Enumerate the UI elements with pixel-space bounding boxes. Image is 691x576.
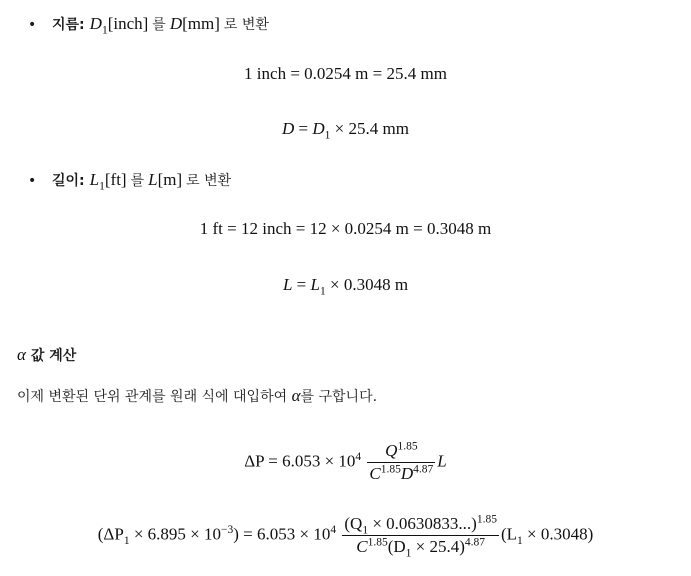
bullet-dot: • — [28, 17, 37, 33]
bullet-label: 길이: — [52, 173, 85, 189]
fraction: $\frac{(Q_1 \times 0.0630833...)^{1.85}}{C^{1.85}(D_1 \times 25.4)^{4.87}}$ — [344, 513, 497, 560]
bullet-dot: • — [28, 173, 37, 189]
bullet-label: 지름: — [52, 17, 85, 33]
paragraph: 이제 변환된 단위 관계를 원래 식에 대입하여 α를 구합니다. — [17, 386, 378, 405]
inline-math: $L_1[ft]$ — [89, 170, 127, 193]
equation-substituted: $(\Delta P_1 \times 6.895 \times 10^{-3}) = 6.053 \times 10^4$ $\frac{(Q_1 \times 0.0630833...)^{1.85}}{C^{1.85}(D_1 \times 25.4)^{4.87}}$ $(L_1 \times 0.3048)$ — [97, 513, 594, 560]
bullet-length: • 길이: $L_1[ft]$ 를 L[m] 로 변환 — [28, 170, 232, 193]
equation-length: $L = L_1 \times 0.3048$ m — [282, 275, 409, 298]
inline-math: $D_1[inch]$ — [89, 14, 149, 37]
equation-inch-conversion: 1 inch = 0.0254 m = 25.4 mm — [244, 64, 447, 83]
bullet-diameter: • 지름: $D_1[inch]$ 를 D[mm] 로 변환 — [28, 14, 269, 37]
equation-diameter: $D = D_1 \times 25.4$ mm — [282, 119, 409, 142]
section-heading: α 값 계산 — [17, 345, 77, 364]
equation-hazen-williams: $\Delta P = 6.053 \times 10^4$ $\frac{Q^{1.85}}{C^{1.85}D^{4.87}}$ L — [244, 440, 447, 483]
equation-ft-conversion: 1 ft = 12 inch = 12 × 0.0254 m = 0.3048 m — [199, 219, 492, 238]
inline-math: L[m] — [148, 170, 183, 189]
fraction: $\frac{Q^{1.85}}{C^{1.85}D^{4.87}}$ — [369, 440, 434, 483]
inline-math: D[mm] — [169, 14, 220, 33]
